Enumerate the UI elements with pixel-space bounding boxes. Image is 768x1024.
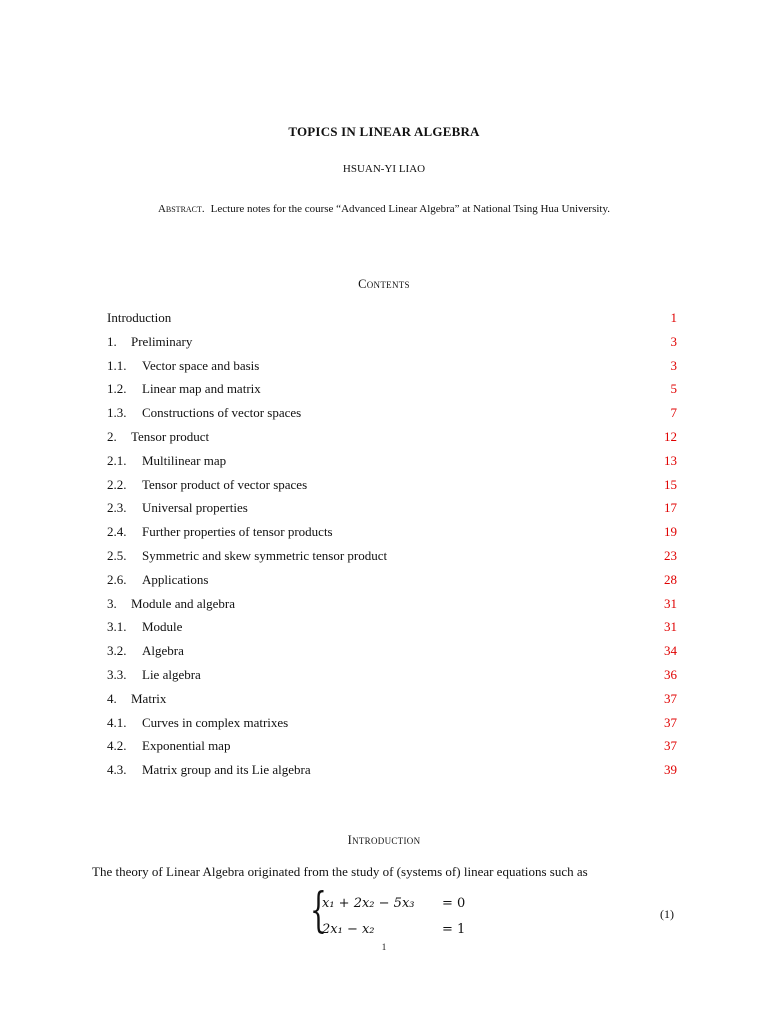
toc-entry[interactable] — [107, 496, 677, 520]
introduction-paragraph: The theory of Linear Algebra originated from the study of (systems of) linear equations such as — [92, 864, 588, 879]
contents-heading: Contents — [358, 277, 410, 291]
toc-page-link[interactable]: 19 — [664, 524, 677, 540]
toc-entry-number: 2.3. — [107, 500, 127, 516]
toc-page-link[interactable]: 37 — [664, 738, 677, 754]
toc-entry[interactable] — [107, 425, 677, 449]
toc-entry[interactable] — [107, 520, 677, 544]
toc-page-link[interactable]: 36 — [664, 666, 677, 682]
toc-entry-label: Matrix — [131, 690, 167, 706]
page-number: 1 — [381, 942, 387, 952]
left-brace: { — [310, 882, 327, 938]
toc-entry-number: 4.2. — [107, 738, 127, 754]
toc-entry-number: 3.2. — [107, 643, 127, 659]
toc-entry-label: Algebra — [142, 643, 184, 659]
toc-page-link[interactable]: 39 — [664, 762, 677, 778]
toc-entry-number: 2.1. — [107, 452, 127, 468]
toc-page-link[interactable]: 28 — [664, 571, 677, 587]
toc-entry-label: Lie algebra — [142, 666, 201, 682]
toc-entry-number: 1.1. — [107, 357, 127, 373]
toc-entry[interactable] — [107, 449, 677, 473]
equation-tag: (1) — [660, 907, 674, 921]
equation-system — [310, 882, 480, 944]
toc-entry[interactable] — [107, 734, 677, 758]
table-of-contents — [107, 306, 677, 782]
toc-entry-label: Constructions of vector spaces — [142, 405, 302, 421]
toc-entry[interactable] — [107, 663, 677, 687]
toc-page-link[interactable]: 12 — [664, 428, 677, 444]
toc-entry[interactable] — [107, 639, 677, 663]
toc-entry-label: Tensor product of vector spaces — [142, 476, 308, 492]
toc-page-link[interactable]: 34 — [664, 643, 677, 659]
toc-entry-label: Tensor product — [131, 428, 210, 444]
toc-page-link[interactable]: 17 — [664, 500, 677, 516]
toc-page-link[interactable]: 3 — [670, 357, 677, 373]
toc-entry-number: 2.4. — [107, 524, 127, 540]
equation-row-2-lhs: 2x₁ − x₂ — [322, 922, 375, 937]
abstract — [0, 203, 768, 215]
toc-entry-number: 3.3. — [107, 666, 127, 682]
toc-entry[interactable] — [107, 354, 677, 378]
toc-entry-label: Applications — [142, 571, 209, 587]
toc-entry-label: Curves in complex matrixes — [142, 714, 289, 730]
toc-entry-label: Universal properties — [142, 500, 248, 516]
toc-entry[interactable] — [107, 473, 677, 497]
toc-entry-number: 4.3. — [107, 762, 127, 778]
toc-page-link[interactable]: 31 — [664, 619, 677, 635]
equation-row-1 — [322, 896, 466, 911]
toc-entry[interactable] — [107, 568, 677, 592]
equation-row-2 — [322, 922, 466, 937]
toc-page-link[interactable]: 37 — [664, 714, 677, 730]
toc-page-link[interactable]: 7 — [670, 405, 677, 421]
toc-entry-label: Exponential map — [142, 738, 231, 754]
toc-entry[interactable] — [107, 306, 677, 330]
paper-author: HSUAN-YI LIAO — [342, 163, 426, 175]
toc-entry-label: Vector space and basis — [142, 357, 260, 373]
toc-entry-label: Introduction — [107, 310, 172, 325]
toc-entry[interactable] — [107, 377, 677, 401]
toc-entry-label: Symmetric and skew symmetric tensor product — [142, 547, 388, 563]
toc-entry[interactable] — [107, 711, 677, 735]
paper-title: TOPICS IN LINEAR ALGEBRA — [288, 124, 480, 139]
toc-entry-number: 2.5. — [107, 547, 127, 563]
toc-entry-label: Further properties of tensor products — [142, 524, 333, 540]
toc-entry-number: 4. — [107, 690, 117, 706]
toc-entry-label: Linear map and matrix — [142, 381, 261, 397]
toc-page-link[interactable]: 31 — [664, 595, 677, 611]
equation-row-1-rhs: = 0 — [442, 896, 466, 911]
toc-entry[interactable] — [107, 401, 677, 425]
toc-entry-label: Module and algebra — [131, 595, 235, 611]
abstract-label: Abstract. — [157, 203, 205, 215]
toc-entry[interactable] — [107, 758, 677, 782]
toc-entry-number: 3.1. — [107, 619, 127, 635]
toc-entry-label: Preliminary — [131, 333, 193, 349]
toc-entry-label: Matrix group and its Lie algebra — [142, 762, 311, 778]
toc-entry-number: 4.1. — [107, 714, 127, 730]
toc-entry-number: 2. — [107, 428, 117, 444]
introduction-heading: Introduction — [347, 833, 421, 847]
equation-row-2-rhs: = 1 — [442, 922, 466, 937]
toc-entry[interactable] — [107, 330, 677, 354]
toc-entry-number: 2.6. — [107, 571, 127, 587]
toc-page-link[interactable]: 5 — [670, 381, 677, 397]
toc-page-link[interactable]: 37 — [664, 690, 677, 706]
toc-entry[interactable] — [107, 592, 677, 616]
toc-page-link[interactable]: 15 — [664, 476, 677, 492]
toc-entry-label: Module — [142, 619, 183, 635]
toc-page-link[interactable]: 1 — [670, 310, 677, 325]
abstract-text: Lecture notes for the course “Advanced Linear Algebra” at National Tsing Hua University. — [210, 203, 611, 215]
toc-entry-number: 1.2. — [107, 381, 127, 397]
toc-entry-label: Multilinear map — [142, 452, 227, 468]
toc-entry-number: 1. — [107, 333, 117, 349]
toc-entry-number: 3. — [107, 595, 117, 611]
toc-entry[interactable] — [107, 687, 677, 711]
toc-entry[interactable] — [107, 615, 677, 639]
toc-entry-number: 1.3. — [107, 405, 127, 421]
toc-entry[interactable] — [107, 544, 677, 568]
toc-page-link[interactable]: 3 — [670, 333, 677, 349]
toc-page-link[interactable]: 13 — [664, 452, 677, 468]
toc-entry-number: 2.2. — [107, 476, 127, 492]
equation-row-1-lhs: x₁ + 2x₂ − 5x₃ — [322, 896, 415, 911]
toc-page-link[interactable]: 23 — [664, 547, 677, 563]
